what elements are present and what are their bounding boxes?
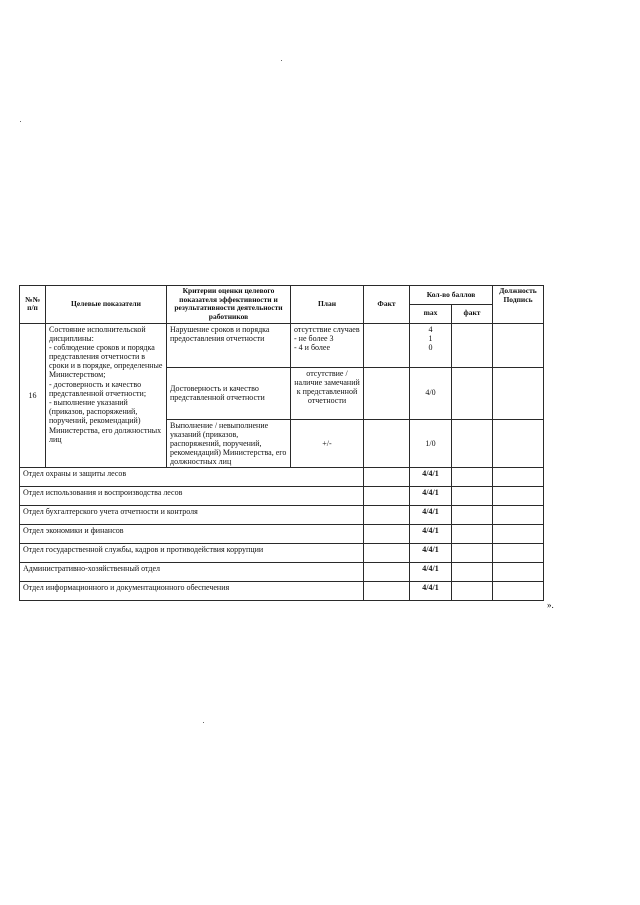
- header-points-fact: факт: [452, 304, 493, 323]
- plan-text: отсутствие / наличие замечаний к представленной отчетности: [291, 367, 364, 419]
- fact-cell: [364, 323, 410, 367]
- fact-cell: [364, 506, 410, 525]
- max-score: 4/4/1: [410, 544, 452, 563]
- points-fact-cell: [452, 468, 493, 487]
- row-16-criterion-1: [20, 323, 544, 367]
- criterion-text: Нарушение сроков и порядка предоставления отчетности: [167, 323, 291, 367]
- points-fact-cell: [452, 563, 493, 582]
- indicator-text: Состояние исполнительской дисциплины: - соблюдение сроков и порядка представления отчетности в сроки и в порядке, определенные Министерством; - достоверность и качество представленной отчетности; - выполнение указаний (приказов, распоряжений, поручений, рекомендаций) Министерства, его должностных лиц: [46, 323, 167, 468]
- department-row: [20, 506, 544, 525]
- fact-cell: [364, 367, 410, 419]
- max-score: 4/0: [410, 367, 452, 419]
- criterion-text: Достоверность и качество представленной отчетности: [167, 367, 291, 419]
- signature-cell: [493, 323, 544, 367]
- department-row: [20, 525, 544, 544]
- header-max: max: [410, 304, 452, 323]
- header-points: Кол-во баллов: [410, 286, 493, 305]
- max-score: 4/4/1: [410, 563, 452, 582]
- signature-cell: [493, 506, 544, 525]
- department-row: [20, 563, 544, 582]
- max-score: 4/4/1: [410, 506, 452, 525]
- signature-cell: [493, 582, 544, 601]
- header-position-signature: Должность Подпись: [493, 286, 544, 324]
- department-row: [20, 582, 544, 601]
- department-name: Отдел использования и воспроизводства лесов: [20, 487, 364, 506]
- header-fact: Факт: [364, 286, 410, 324]
- signature-cell: [493, 563, 544, 582]
- department-name: Отдел экономики и финансов: [20, 525, 364, 544]
- points-fact-cell: [452, 544, 493, 563]
- points-fact-cell: [452, 506, 493, 525]
- fact-cell: [364, 582, 410, 601]
- points-fact-cell: [452, 367, 493, 419]
- department-row: [20, 468, 544, 487]
- signature-cell: [493, 468, 544, 487]
- signature-cell: [493, 525, 544, 544]
- points-fact-cell: [452, 582, 493, 601]
- scan-speck: [281, 60, 282, 61]
- header-row: [20, 286, 544, 305]
- department-name: Отдел информационного и документационного обеспечения: [20, 582, 364, 601]
- department-name: Административно-хозяйственный отдел: [20, 563, 364, 582]
- department-name: Отдел бухгалтерского учета отчетности и контроля: [20, 506, 364, 525]
- plan-text: +/-: [291, 419, 364, 468]
- points-fact-cell: [452, 487, 493, 506]
- plan-text: отсутствие случаев - не более 3 - 4 и более: [291, 323, 364, 367]
- fact-cell: [364, 487, 410, 506]
- scan-speck: [203, 722, 204, 723]
- fact-cell: [364, 544, 410, 563]
- max-score: 4/4/1: [410, 487, 452, 506]
- department-row: [20, 487, 544, 506]
- points-fact-cell: [452, 323, 493, 367]
- points-fact-cell: [452, 419, 493, 468]
- header-indicators: Целевые показатели: [46, 286, 167, 324]
- signature-cell: [493, 419, 544, 468]
- max-score: 4/4/1: [410, 525, 452, 544]
- header-plan: План: [291, 286, 364, 324]
- department-name: Отдел государственной службы, кадров и противодействия коррупции: [20, 544, 364, 563]
- fact-cell: [364, 525, 410, 544]
- fact-cell: [364, 468, 410, 487]
- closing-quote-mark: ».: [547, 600, 554, 610]
- scan-speck: [20, 121, 21, 122]
- evaluation-table: [19, 285, 544, 601]
- max-score: 4 1 0: [410, 323, 452, 367]
- max-score: 4/4/1: [410, 582, 452, 601]
- row-number: 16: [20, 323, 46, 468]
- signature-cell: [493, 487, 544, 506]
- department-name: Отдел охраны и защиты лесов: [20, 468, 364, 487]
- max-score: 1/0: [410, 419, 452, 468]
- fact-cell: [364, 563, 410, 582]
- signature-cell: [493, 544, 544, 563]
- header-criteria: Критерии оценки целевого показателя эффективности и результативности деятельности работников: [167, 286, 291, 324]
- fact-cell: [364, 419, 410, 468]
- points-fact-cell: [452, 525, 493, 544]
- criterion-text: Выполнение / невыполнение указаний (приказов, распоряжений, поручений, рекомендаций) Министерства, его должностных лиц: [167, 419, 291, 468]
- signature-cell: [493, 367, 544, 419]
- max-score: 4/4/1: [410, 468, 452, 487]
- header-number: №№ п/п: [20, 286, 46, 324]
- department-row: [20, 544, 544, 563]
